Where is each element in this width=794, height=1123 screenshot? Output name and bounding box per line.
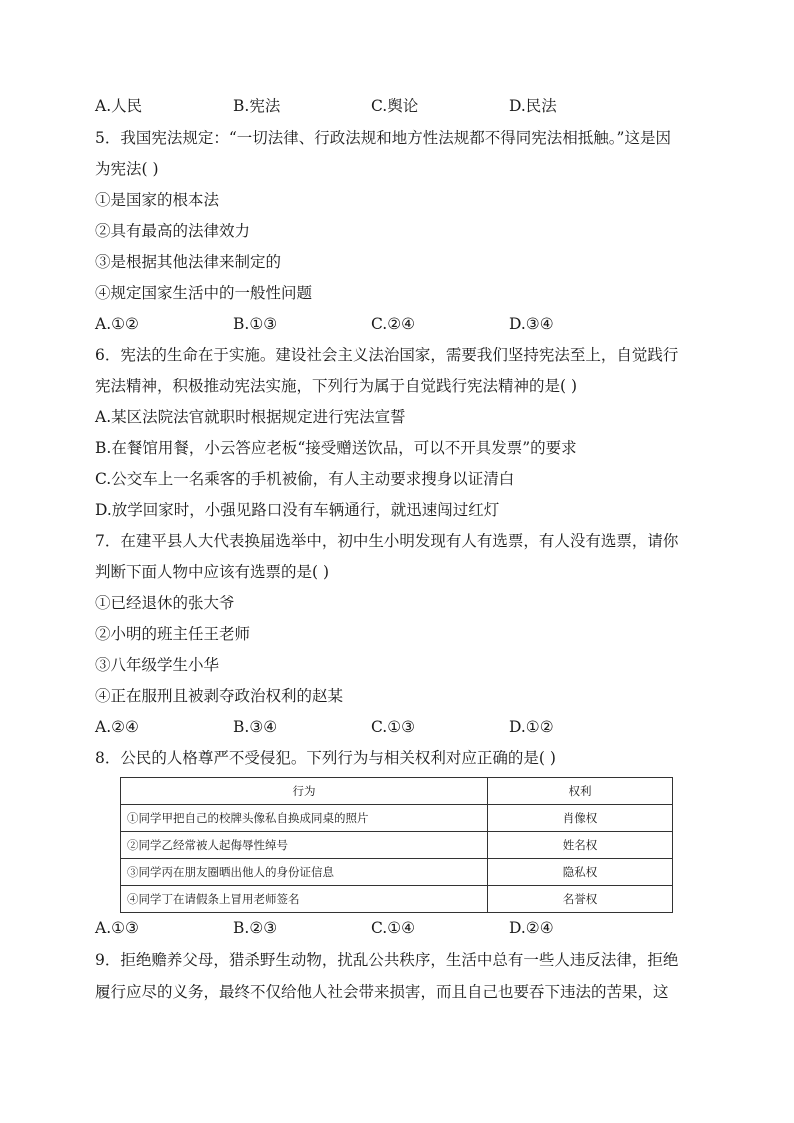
q4-option-a: A.人民: [95, 97, 143, 115]
table-cell-behavior: ②同学乙经常被人起侮辱性绰号: [121, 832, 488, 859]
table-cell-behavior: ④同学丁在请假条上冒用老师签名: [121, 886, 488, 913]
q9-stem-line1: 9．拒绝赡养父母，猎杀野生动物，扰乱公共秩序，生活中总有一些人违反法律，拒绝: [95, 951, 679, 969]
q7-option-a: A.②④: [95, 718, 139, 736]
table-cell-behavior: ③同学丙在朋友圈晒出他人的身份证信息: [121, 859, 488, 886]
q8-option-b: B.②③: [233, 919, 278, 937]
table-header-row: [121, 778, 673, 805]
q5-option-b: B.①③: [233, 315, 278, 333]
q7-item-3: ③八年级学生小华: [95, 656, 220, 674]
q6-stem-line2: 宪法精神，积极推动宪法实施，下列行为属于自觉践行宪法精神的是( ): [95, 377, 578, 395]
table-header-right: 权利: [488, 778, 673, 805]
q5-stem-line1: 5．我国宪法规定：“一切法律、行政法规和地方性法规都不得同宪法相抵触。”这是因: [95, 129, 671, 147]
table-row: [121, 832, 673, 859]
table-row: [121, 805, 673, 832]
q8-stem: 8．公民的人格尊严不受侵犯。下列行为与相关权利对应正确的是( ): [95, 749, 556, 767]
q7-option-d: D.①②: [509, 718, 554, 736]
q7-stem-line1: 7．在建平县人大代表换届选举中，初中生小明发现有人有选票，有人没有选票，请你: [95, 532, 679, 550]
q5-item-1: ①是国家的根本法: [95, 191, 220, 209]
q6-option-b: B.在餐馆用餐，小云答应老板“接受赠送饮品，可以不开具发票”的要求: [95, 439, 577, 457]
q8-option-a: A.①③: [95, 919, 139, 937]
table-cell-right: 名誉权: [488, 886, 673, 913]
q9-stem-line2: 履行应尽的义务，最终不仅给他人社会带来损害，而且自己也要吞下违法的苦果，这: [95, 983, 669, 1001]
table-header-behavior: 行为: [121, 778, 488, 805]
q8-rights-table: [120, 777, 673, 913]
q4-option-b: B.宪法: [233, 97, 281, 115]
q7-item-4: ④正在服刑且被剥夺政治权利的赵某: [95, 687, 344, 705]
q5-option-c: C.②④: [371, 315, 416, 333]
q6-stem-line1: 6．宪法的生命在于实施。建设社会主义法治国家，需要我们坚持宪法至上，自觉践行: [95, 346, 679, 364]
q7-stem-line2: 判断下面人物中应该有选票的是( ): [95, 563, 330, 581]
q6-option-c: C.公交车上一名乘客的手机被偷，有人主动要求搜身以证清白: [95, 470, 515, 488]
q7-item-1: ①已经退休的张大爷: [95, 594, 235, 612]
q5-item-3: ③是根据其他法律来制定的: [95, 253, 282, 271]
q7-option-b: B.③④: [233, 718, 278, 736]
q5-option-d: D.③④: [509, 315, 554, 333]
table-row: [121, 859, 673, 886]
table-cell-behavior: ①同学甲把自己的校牌头像私自换成同桌的照片: [121, 805, 488, 832]
q6-option-d: D.放学回家时，小强见路口没有车辆通行，就迅速闯过红灯: [95, 501, 500, 519]
table-cell-right: 姓名权: [488, 832, 673, 859]
q8-option-d: D.②④: [509, 919, 554, 937]
q4-option-c: C.舆论: [371, 97, 419, 115]
q4-option-d: D.民法: [509, 97, 557, 115]
q8-option-c: C.①④: [371, 919, 416, 937]
q5-item-2: ②具有最高的法律效力: [95, 222, 251, 240]
table-cell-right: 隐私权: [488, 859, 673, 886]
q5-stem-line2: 为宪法( ): [95, 160, 159, 178]
q7-option-c: C.①③: [371, 718, 416, 736]
q5-option-a: A.①②: [95, 315, 139, 333]
table-row: [121, 886, 673, 913]
q5-item-4: ④规定国家生活中的一般性问题: [95, 284, 313, 302]
q6-option-a: A.某区法院法官就职时根据规定进行宪法宣誓: [95, 408, 406, 426]
table-cell-right: 肖像权: [488, 805, 673, 832]
q7-item-2: ②小明的班主任王老师: [95, 625, 251, 643]
